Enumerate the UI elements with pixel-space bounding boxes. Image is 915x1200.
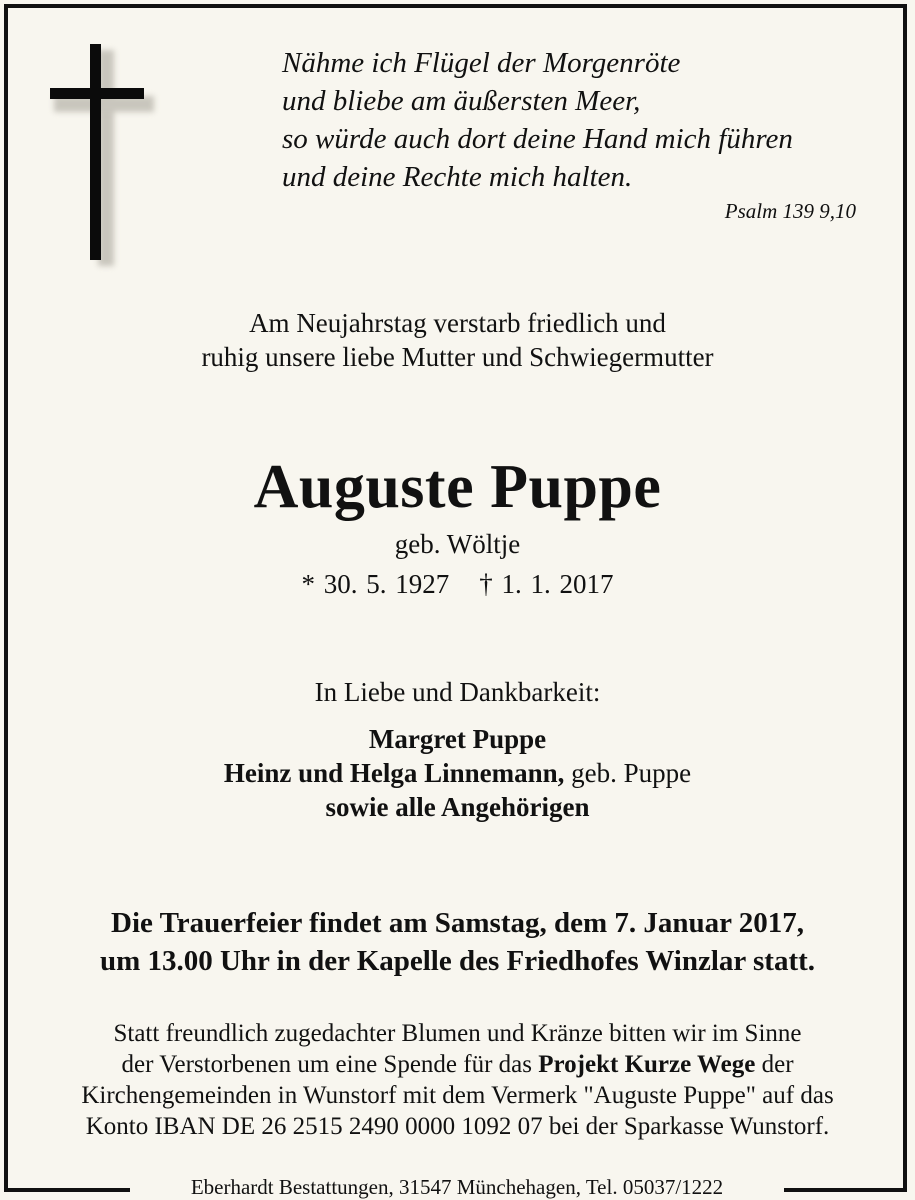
donation-project: Projekt Kurze Wege — [538, 1051, 756, 1078]
death-date: † 1. 1. 2017 — [479, 569, 614, 599]
verse-reference: Psalm 139 9,10 — [724, 199, 856, 223]
bible-verse — [282, 44, 882, 196]
deceased-name: Auguste Puppe — [253, 453, 662, 521]
funeral-service-info — [0, 904, 915, 980]
funeral-home-footer: Eberhardt Bestattungen, 31547 Münchehagen, Tel. 05037/1222 — [130, 1174, 784, 1200]
death-announcement — [0, 306, 915, 374]
donation-text: der Verstorbenen um eine Spende für das — [121, 1051, 539, 1078]
mourners-list — [0, 722, 915, 824]
bottom-border-right — [784, 1188, 907, 1192]
mourner-name: Heinz und Helga Linnemann, — [223, 758, 565, 788]
bottom-border-left — [4, 1188, 130, 1192]
donation-line: Kirchengemeinden in Wunstorf mit dem Vermerk "Auguste Puppe" auf das — [81, 1082, 834, 1109]
verse-line: und bliebe am äußersten Meer, — [282, 85, 641, 117]
verse-line: so würde auch dort deine Hand mich führen — [282, 123, 793, 155]
donation-request — [0, 1018, 915, 1142]
mourners-heading: In Liebe und Dankbarkeit: — [314, 677, 601, 707]
announcement-line: ruhig unsere liebe Mutter und Schwiegermutter — [201, 342, 714, 372]
verse-line: Nähme ich Flügel der Morgenröte — [282, 47, 681, 79]
ceremony-line: um 13.00 Uhr in der Kapelle des Friedhofes Winzlar statt. — [99, 945, 816, 977]
life-dates — [0, 568, 915, 600]
maiden-name: geb. Wöltje — [394, 529, 521, 559]
mourner-relatives: sowie alle Angehörigen — [325, 792, 590, 822]
donation-line: Statt freundlich zugedachter Blumen und Kränze bitten wir im Sinne — [113, 1020, 802, 1047]
donation-line — [0, 1049, 915, 1080]
verse-line: und deine Rechte mich halten. — [282, 161, 633, 193]
ceremony-line: Die Trauerfeier findet am Samstag, dem 7. Januar 2017, — [111, 907, 804, 939]
mourner-maiden-note: geb. Puppe — [564, 758, 692, 788]
donation-text: der — [755, 1051, 794, 1078]
announcement-line: Am Neujahrstag verstarb friedlich und — [249, 308, 666, 338]
mourner-name: Margret Puppe — [368, 724, 547, 754]
cross-icon — [50, 44, 154, 266]
donation-line: Konto IBAN DE 26 2515 2490 0000 1092 07 bei der Sparkasse Wunstorf. — [85, 1113, 830, 1140]
birth-date: * 30. 5. 1927 — [301, 569, 450, 599]
